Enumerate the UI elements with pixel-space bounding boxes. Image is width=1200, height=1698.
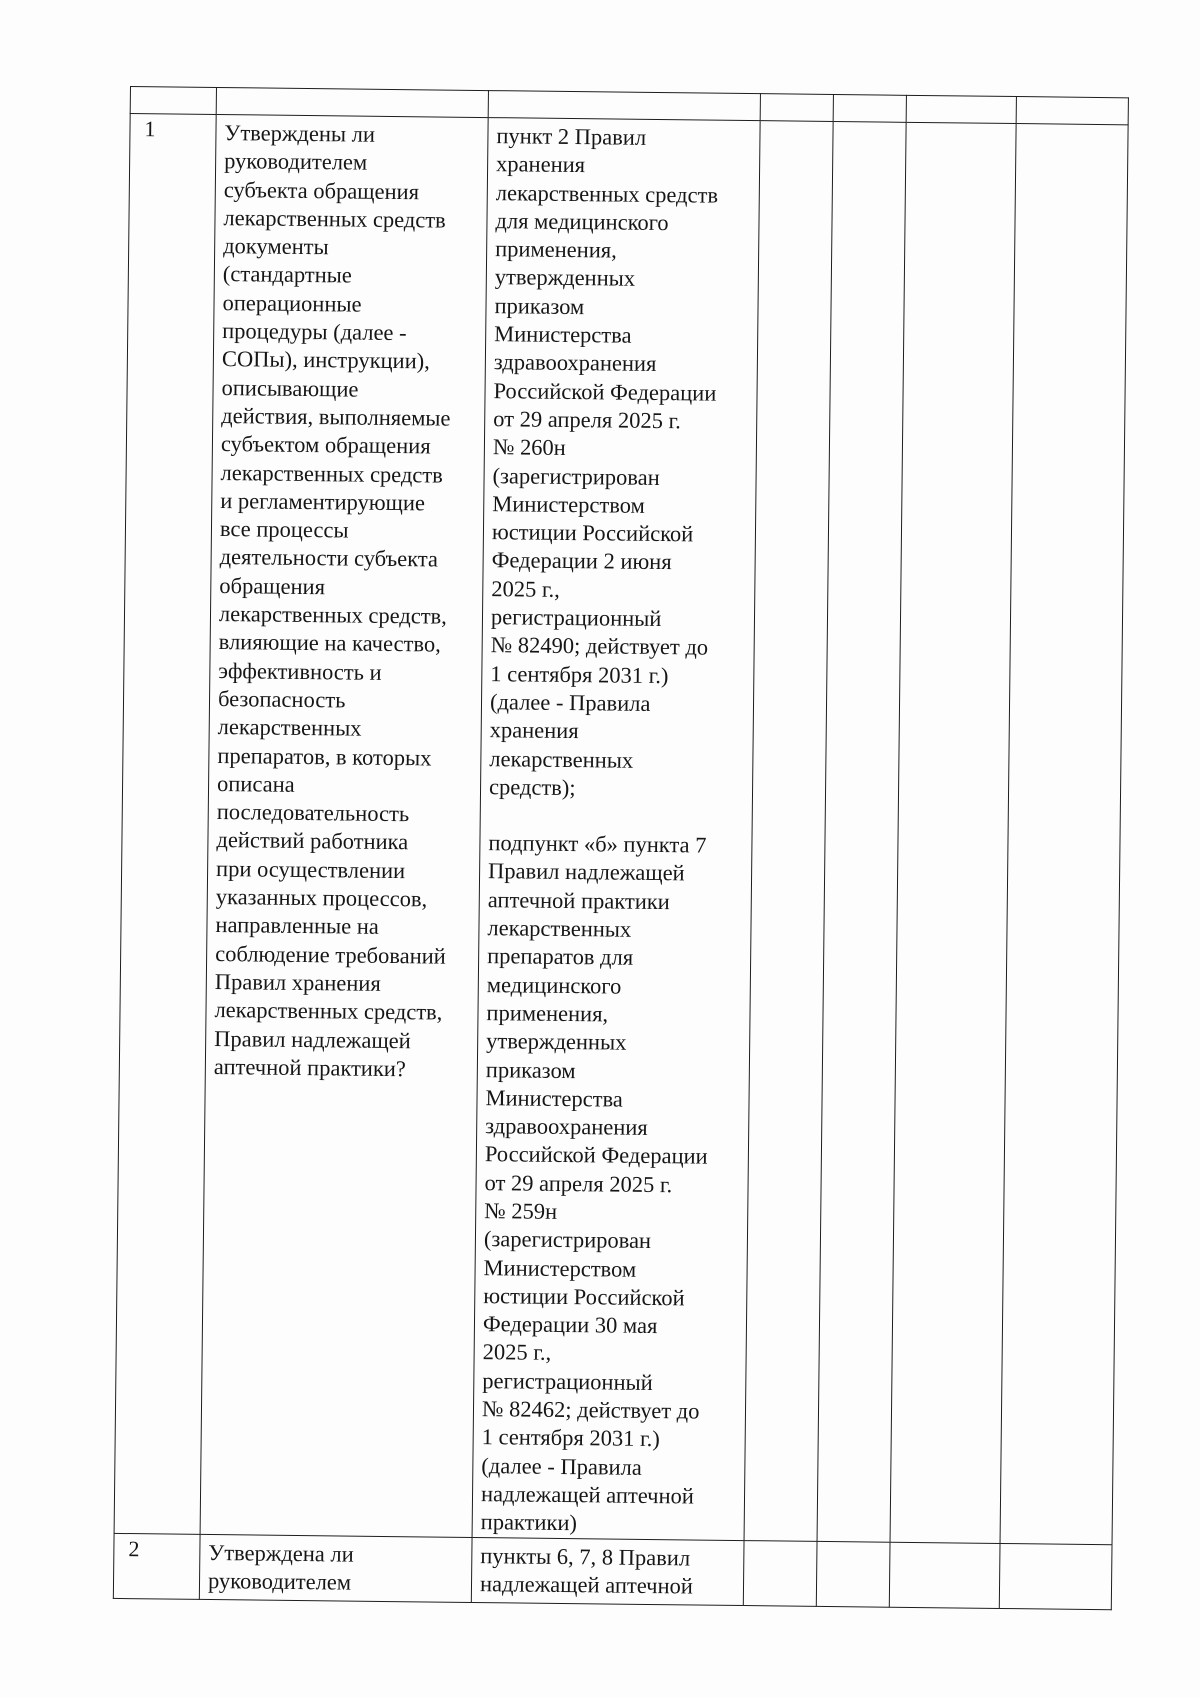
question-text: Утверждены ли руководителем субъекта обращения лекарственных средств документы (стандартные операционные процедуры (далее - СОПы), инструкции), описывающие действия, выполняемые субъектом обращения лекарственных средств и регламентирующие все процессы деятельности субъекта обращения лекарственных средств, влияющие на качество, эффективность и безопасность лекарственных препаратов, в которых описана последовательность действий работника при осуществлении указанных процессов, направленные на соблюдение требований Правил хранения лекарственных средств, Правил надлежащей аптечной практики? [200,114,488,1537]
answer-cell [999,1543,1112,1609]
checklist-table [113,86,1129,1610]
reference-gap [489,801,748,832]
header-cell [488,91,760,121]
checklist-sheet [113,86,1128,1599]
question-text: Утверждена ли руководителем [199,1534,472,1602]
header-cell [216,87,488,117]
legal-reference-cell [472,118,760,1541]
header-cell [1016,97,1128,125]
table-row [114,114,1128,1545]
legal-reference-pharmacy-practice: подпункт «б» пункта 7 Правил надлежащей аптечной практики лекарственных препаратов для медицинского применения, утвержденных приказом Министерства здравоохранения Российской Федерации от 29 апреля 2025 г. № 259н (зарегистрирован Министерством юстиции Российской Федерации 30 мая 2025 г., регистрационный № 82462; действует до 1 сентября 2031 г.) (далее - Правила надлежащей аптечной практики) [480,830,708,1536]
answer-cell [890,122,1016,1543]
header-cell [906,95,1016,123]
answer-cell [743,1540,817,1606]
header-cell [130,87,216,115]
row-number: 2 [113,1533,200,1599]
legal-reference-storage-rules: пункт 2 Правил хранения лекарственных средств для медицинского применения, утвержденных приказом Министерства здравоохранения Российской Федерации от 29 апреля 2025 г. № 260н (зарегистрирован Министерством юстиции Российской Федерации 2 июня 2025 г., регистрационный № 82490; действует до 1 сентября 2031 г.) (далее - Правила хранения лекарственных средств); [488,123,719,800]
header-cell [833,94,906,122]
answer-cell [1000,124,1128,1545]
legal-reference-pharmacy-practice: пункты 6, 7, 8 Правил надлежащей аптечной [479,1542,694,1599]
answer-cell [816,1541,890,1607]
legal-reference-cell [471,1537,744,1605]
header-cell [760,94,833,122]
answer-cell [889,1542,1000,1608]
table-row [113,1533,1112,1609]
row-number: 1 [114,114,216,1534]
